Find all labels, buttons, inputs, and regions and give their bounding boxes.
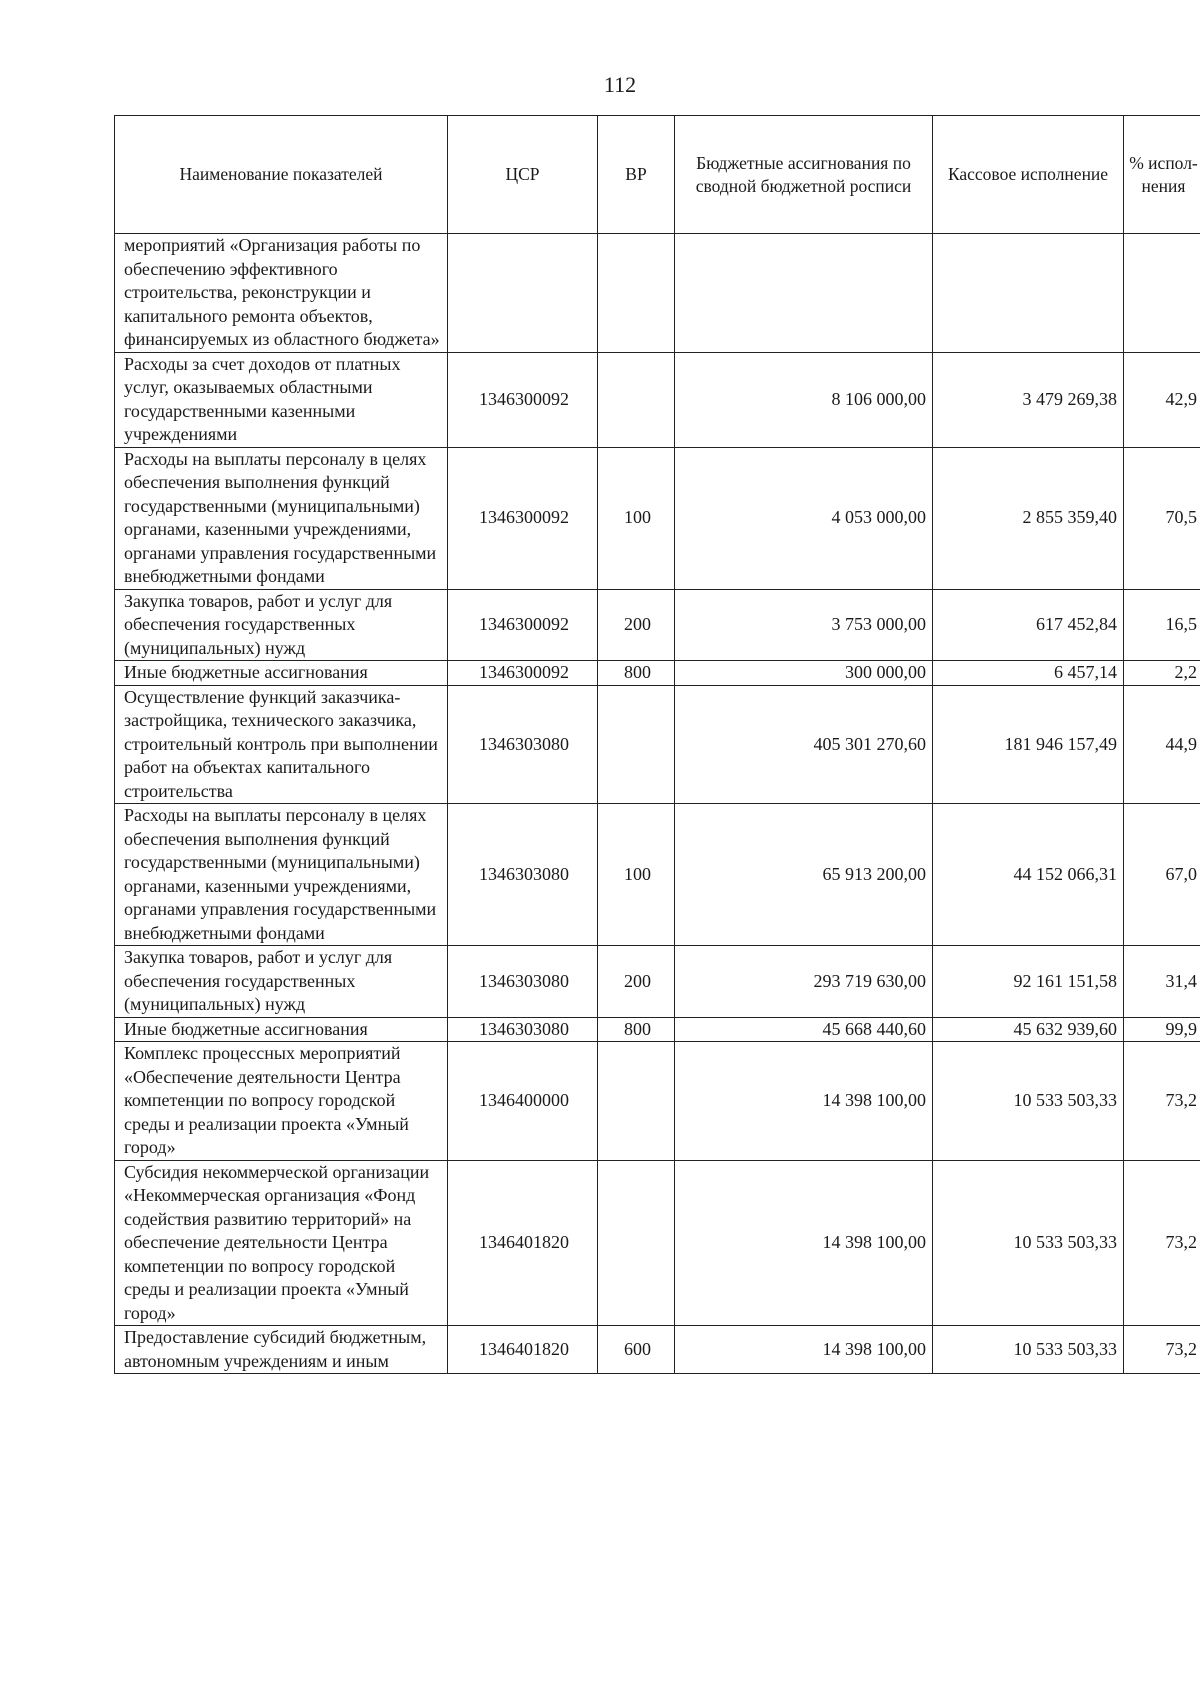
row-csr: 1346300092 xyxy=(448,661,598,686)
header-csr: ЦСР xyxy=(448,116,598,234)
row-budget: 14 398 100,00 xyxy=(675,1160,933,1326)
table-row xyxy=(115,1042,1200,1161)
row-name: Комплекс процессных мероприятий «Обеспечение деятельности Центра компетенции по вопросу городской среды и реализации проекта «Умный город» xyxy=(115,1042,448,1161)
row-csr: 1346303080 xyxy=(448,1017,598,1042)
row-cash: 10 533 503,33 xyxy=(933,1042,1124,1161)
row-csr: 1346401820 xyxy=(448,1160,598,1326)
row-cash: 45 632 939,60 xyxy=(933,1017,1124,1042)
row-name: Субсидия некоммерческой организации «Некоммерческая организация «Фонд содействия развитию территорий» на обеспечение деятельности Центра компетенции по вопросу городской среды и реализации проекта «Умный город» xyxy=(115,1160,448,1326)
table-row xyxy=(115,1160,1200,1326)
row-cash xyxy=(933,234,1124,353)
row-vr xyxy=(598,1160,675,1326)
row-pct: 99,9 xyxy=(1124,1017,1200,1042)
row-budget: 14 398 100,00 xyxy=(675,1042,933,1161)
row-vr: 200 xyxy=(598,589,675,661)
row-name: Осуществление функций заказчика-застройщика, технического заказчика, строительный контроль при выполнении работ на объектах капитального строительства xyxy=(115,685,448,804)
header-budget: Бюджетные ассигнования по сводной бюджетной росписи xyxy=(675,116,933,234)
row-csr xyxy=(448,234,598,353)
row-cash: 92 161 151,58 xyxy=(933,946,1124,1018)
row-budget: 14 398 100,00 xyxy=(675,1326,933,1374)
row-vr xyxy=(598,234,675,353)
row-budget: 3 753 000,00 xyxy=(675,589,933,661)
row-budget: 4 053 000,00 xyxy=(675,447,933,589)
row-csr: 1346401820 xyxy=(448,1326,598,1374)
table-row xyxy=(115,685,1200,804)
row-pct: 73,2 xyxy=(1124,1160,1200,1326)
row-vr xyxy=(598,1042,675,1161)
row-name: мероприятий «Организация работы по обеспечению эффективного строительства, реконструкции и капитального ремонта объектов, финансируемых из областного бюджета» xyxy=(115,234,448,353)
row-vr: 600 xyxy=(598,1326,675,1374)
budget-execution-table xyxy=(114,115,1200,1374)
row-cash: 10 533 503,33 xyxy=(933,1160,1124,1326)
row-pct: 2,2 xyxy=(1124,661,1200,686)
row-csr: 1346400000 xyxy=(448,1042,598,1161)
header-vr: ВР xyxy=(598,116,675,234)
table-row xyxy=(115,352,1200,447)
table-row xyxy=(115,1326,1200,1374)
row-cash: 6 457,14 xyxy=(933,661,1124,686)
row-cash: 2 855 359,40 xyxy=(933,447,1124,589)
row-pct: 31,4 xyxy=(1124,946,1200,1018)
header-name: Наименование показателей xyxy=(115,116,448,234)
row-name: Иные бюджетные ассигнования xyxy=(115,1017,448,1042)
table-row xyxy=(115,661,1200,686)
row-budget: 405 301 270,60 xyxy=(675,685,933,804)
row-pct: 16,5 xyxy=(1124,589,1200,661)
row-budget: 293 719 630,00 xyxy=(675,946,933,1018)
row-budget: 8 106 000,00 xyxy=(675,352,933,447)
row-vr xyxy=(598,352,675,447)
row-name: Закупка товаров, работ и услуг для обеспечения государственных (муниципальных) нужд xyxy=(115,946,448,1018)
row-csr: 1346303080 xyxy=(448,946,598,1018)
row-vr: 200 xyxy=(598,946,675,1018)
row-pct: 44,9 xyxy=(1124,685,1200,804)
row-vr: 100 xyxy=(598,447,675,589)
row-pct: 67,0 xyxy=(1124,804,1200,946)
row-vr xyxy=(598,685,675,804)
row-vr: 800 xyxy=(598,661,675,686)
row-name: Иные бюджетные ассигнования xyxy=(115,661,448,686)
row-name: Закупка товаров, работ и услуг для обеспечения государственных (муниципальных) нужд xyxy=(115,589,448,661)
table-row xyxy=(115,447,1200,589)
row-vr: 100 xyxy=(598,804,675,946)
row-cash: 617 452,84 xyxy=(933,589,1124,661)
header-pct: % испол-нения xyxy=(1124,116,1200,234)
row-csr: 1346303080 xyxy=(448,685,598,804)
row-csr: 1346300092 xyxy=(448,447,598,589)
row-pct: 73,2 xyxy=(1124,1326,1200,1374)
table-row xyxy=(115,589,1200,661)
row-cash: 181 946 157,49 xyxy=(933,685,1124,804)
row-budget: 300 000,00 xyxy=(675,661,933,686)
row-csr: 1346300092 xyxy=(448,589,598,661)
row-pct: 70,5 xyxy=(1124,447,1200,589)
row-cash: 3 479 269,38 xyxy=(933,352,1124,447)
row-name: Расходы на выплаты персоналу в целях обеспечения выполнения функций государственными (муниципальными) органами, казенными учреждениями, органами управления государственными внебюджетными фондами xyxy=(115,804,448,946)
row-csr: 1346300092 xyxy=(448,352,598,447)
page-number: 112 xyxy=(603,72,637,97)
row-name: Расходы на выплаты персоналу в целях обеспечения выполнения функций государственными (муниципальными) органами, казенными учреждениями, органами управления государственными внебюджетными фондами xyxy=(115,447,448,589)
row-vr: 800 xyxy=(598,1017,675,1042)
row-budget: 45 668 440,60 xyxy=(675,1017,933,1042)
row-csr: 1346303080 xyxy=(448,804,598,946)
row-pct: 73,2 xyxy=(1124,1042,1200,1161)
table-header-row xyxy=(115,116,1200,234)
row-cash: 10 533 503,33 xyxy=(933,1326,1124,1374)
row-name: Расходы за счет доходов от платных услуг, оказываемых областными государственными казенными учреждениями xyxy=(115,352,448,447)
row-pct: 42,9 xyxy=(1124,352,1200,447)
row-cash: 44 152 066,31 xyxy=(933,804,1124,946)
row-pct xyxy=(1124,234,1200,353)
header-cash: Кассовое исполнение xyxy=(933,116,1124,234)
row-budget xyxy=(675,234,933,353)
table-row xyxy=(115,804,1200,946)
table-row xyxy=(115,234,1200,353)
row-name: Предоставление субсидий бюджетным, автономным учреждениям и иным xyxy=(115,1326,448,1374)
table-row xyxy=(115,946,1200,1018)
table-row xyxy=(115,1017,1200,1042)
row-budget: 65 913 200,00 xyxy=(675,804,933,946)
